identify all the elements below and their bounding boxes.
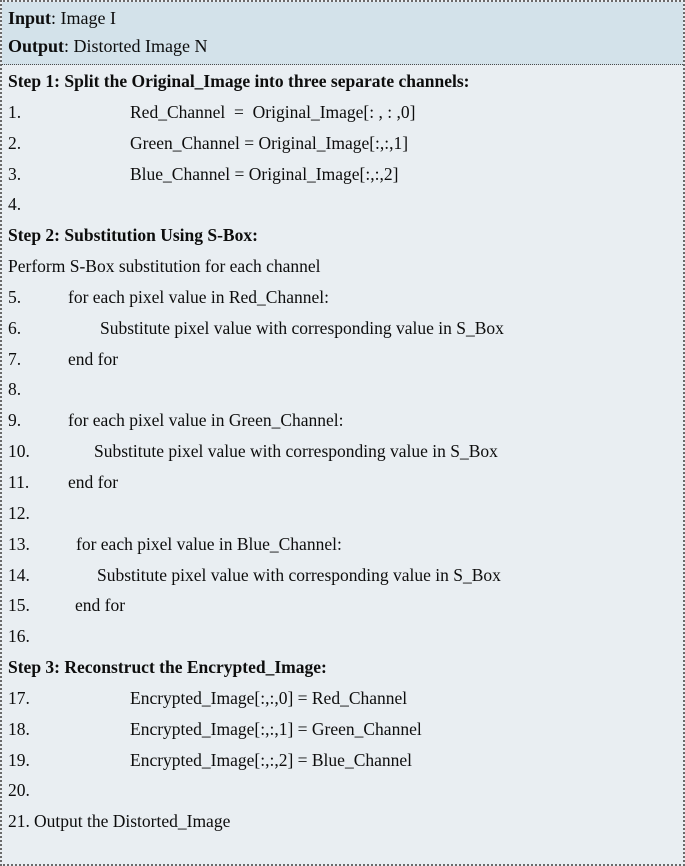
line-text: Step 2: Substitution Using S-Box:: [8, 225, 258, 246]
line-text: for each pixel value in Blue_Channel:: [76, 533, 342, 554]
line-text: for each pixel value in Red_Channel:: [68, 286, 329, 307]
line-number: 21.: [8, 811, 30, 832]
line-number: 17.: [8, 687, 30, 708]
input-label: Input: [8, 8, 52, 28]
line-number: 9.: [8, 410, 22, 431]
algo-line: [2, 374, 683, 405]
line-number: 3.: [8, 163, 22, 184]
line-text: end for: [75, 595, 126, 616]
algo-line: [2, 683, 683, 714]
algo-line: [2, 529, 683, 560]
algo-line: [2, 189, 683, 220]
line-number: 7.: [8, 348, 22, 369]
algo-line: [2, 97, 683, 128]
line-text: end for: [68, 471, 119, 492]
line-number: 12.: [8, 502, 30, 523]
line-text: Perform S-Box substitution for each channel: [8, 256, 321, 277]
algo-line: [2, 251, 683, 282]
output-line: [8, 32, 673, 60]
line-text: Encrypted_Image[:,:,0] = Red_Channel: [130, 687, 408, 708]
line-number: 11.: [8, 471, 30, 492]
line-text: Encrypted_Image[:,:,1] = Green_Channel: [130, 718, 422, 739]
algorithm-body: [2, 65, 683, 837]
line-text: Substitute pixel value with corresponding value in S_Box: [97, 564, 501, 585]
algo-line: [2, 313, 683, 344]
line-text: Substitute pixel value with corresponding value in S_Box: [94, 441, 498, 462]
line-text: for each pixel value in Green_Channel:: [68, 410, 344, 431]
algo-line: [2, 159, 683, 190]
input-line: [8, 4, 673, 32]
line-text: Red_Channel = Original_Image[: , : ,0]: [130, 101, 416, 122]
line-number: 15.: [8, 595, 30, 616]
line-text: Blue_Channel = Original_Image[:,:,2]: [130, 163, 399, 184]
line-text: Step 1: Split the Original_Image into three separate channels:: [8, 71, 470, 91]
algo-line: [2, 560, 683, 591]
line-number: 18.: [8, 718, 30, 739]
line-number: 14.: [8, 564, 30, 585]
line-number: 16.: [8, 626, 30, 647]
algo-line: [2, 806, 683, 837]
algo-line: [2, 344, 683, 375]
algo-line: [2, 498, 683, 529]
output-label: Output: [8, 36, 65, 56]
line-text: Substitute pixel value with corresponding value in S_Box: [100, 317, 504, 338]
line-text: Green_Channel = Original_Image[:,:,1]: [130, 132, 409, 153]
algo-line: [2, 652, 683, 683]
algo-line: [2, 775, 683, 806]
algo-line: [2, 621, 683, 652]
algo-line: [2, 405, 683, 436]
line-number: 19.: [8, 749, 30, 770]
line-number: 6.: [8, 317, 22, 338]
line-number: 2.: [8, 132, 22, 153]
algo-line: [2, 714, 683, 745]
algo-line: [2, 590, 683, 621]
line-text: Step 3: Reconstruct the Encrypted_Image:: [8, 657, 327, 678]
line-number: 1.: [8, 101, 22, 122]
line-number: 13.: [8, 533, 30, 554]
algo-line: [2, 66, 683, 97]
line-number: 20.: [8, 780, 30, 801]
output-value: : Distorted Image N: [64, 36, 208, 56]
input-value: : Image I: [51, 8, 116, 28]
algo-line: [2, 467, 683, 498]
algo-line: [2, 745, 683, 776]
algo-line: [2, 282, 683, 313]
line-text: Encrypted_Image[:,:,2] = Blue_Channel: [130, 749, 413, 770]
line-text: end for: [68, 348, 119, 369]
line-number: 4.: [8, 194, 22, 215]
line-number: 10.: [8, 441, 30, 462]
line-number: 8.: [8, 379, 22, 400]
line-text: Output the Distorted_Image: [34, 811, 231, 832]
algorithm-header: [2, 2, 683, 65]
algo-line: [2, 436, 683, 467]
algo-line: [2, 220, 683, 251]
algo-line: [2, 128, 683, 159]
line-number: 5.: [8, 286, 22, 307]
